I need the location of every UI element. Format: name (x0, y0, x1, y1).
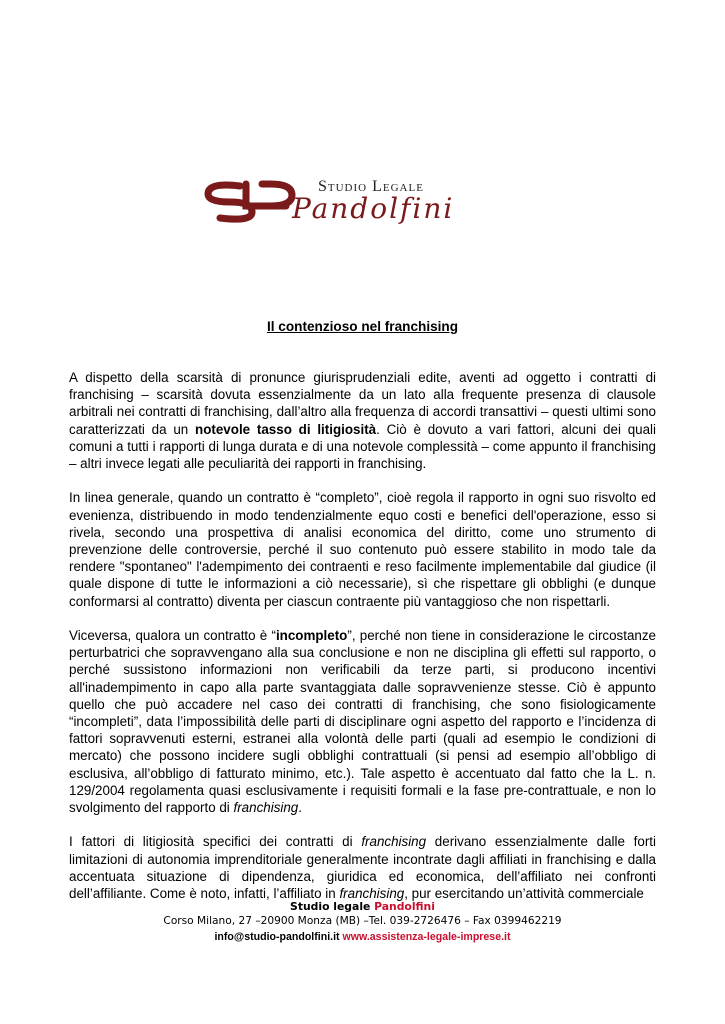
paragraph-4-italic-2: franchising (339, 886, 405, 902)
logo-line1: Studio Legale (318, 178, 424, 195)
footer-contacts (0, 930, 725, 945)
paragraph-1-text-a: A dispetto della scarsità di pronunce giurisprudenziali edite, aventi ad oggetto i contratti di franchising – scarsità dovuta essenzialmente da un lato alla frequente presenza di clausole arbitrali nei contratti di franchising, dall’altro alla frequenza di accordi transattivi – questi ultimi sono caratterizzati da un (69, 370, 656, 437)
paragraph-3-text-c: ”, perché non tiene in considerazione le circostanze perturbatrici che sopravvengano alla sua conclusione e non ne disciplina gli effetti sul rapporto, o perché sussistono informazioni non verificabili da terze parti, si producono incentivi all'inadempimento in capo alla parte svantaggiata dalle sopravvenienze stesse. Ciò è appunto quello che può accadere nel caso dei contratti di franchising, che sono fisiologicamente “incompleti”, data l’impossibilità delle parti di disciplinare ogni aspetto del rapporto e l’incidenza di fattori sopravvenuti esterni, estranei alla volontà delle parti (quali ad esempio le condizioni di mercato) che possono incidere sugli obblighi contrattuali (si pensi ad esempio all’obbligo di esclusiva, all’obbligo di fatturato minimo, etc.). Tale aspetto è accentuato dal fatto che la L. n. 129/2004 regolamenta quasi esclusivamente i requisiti formali e la fase pre-contrattuale, e non lo svolgimento del rapporto di (69, 628, 657, 816)
footer-name-prefix: Studio legale (290, 900, 375, 913)
logo-monogram-icon (208, 184, 292, 219)
document-title: Il contenzioso nel franchising (266, 319, 459, 334)
paragraph-1-text-c: . Ciò è dovuto a vari fattori, alcuni dei quali comuni a tutti i rapporti di lunga durata e di una notevole complessità – come appunto il franchising – altri invece legati alle peculiarità dei rapporti in franchising. (69, 421, 656, 472)
paragraph-3 (69, 627, 656, 816)
studio-logo (200, 172, 520, 228)
paragraph-3-text-e: . (298, 800, 302, 816)
logo-line2: Pandolfini (292, 192, 455, 225)
footer-address: Corso Milano, 27 –20900 Monza (MB) –Tel. 039-2726476 – Fax 0399462219 (163, 915, 562, 928)
paragraph-1 (69, 369, 656, 472)
paragraph-2-text: In linea generale, quando un contratto è “completo”, cioè regola il rapporto in ogni suo risvolto ed evenienza, distribuendo in modo tendenzialmente equo costi e benefici dell'operazione, esso si rivela, secondo una prospettiva di analisi economica del diritto, come uno strumento di prevenzione delle controversie, perché il suo contenuto può essere stabilito in modo tale da rendere "spontaneo" l'adempimento dei contraenti e reso facilmente implementabile dal giudice (il quale dispone di tutte le informazioni a ciò necessarie), sì che rispettare gli obblighi (e dunque conformarsi al contratto) diventa per ciascun contraente più vantaggioso che non rispettarli. (69, 490, 656, 609)
paragraph-4-italic-1: franchising (361, 834, 427, 850)
footer-name-accent: Pandolfini (374, 900, 435, 913)
footer-email-link[interactable]: info@studio-pandolfini.it (214, 930, 340, 943)
paragraph-2 (69, 489, 656, 609)
paragraph-4 (69, 833, 656, 902)
paragraph-3-italic: franchising (233, 800, 299, 816)
paragraph-4-text-a: I fattori di litigiosità specifici dei contratti di (69, 834, 362, 850)
paragraph-1-bold: notevole tasso di litigiosità (195, 421, 377, 437)
footer-website-link[interactable]: www.assistenza-legale-imprese.it (342, 930, 511, 943)
paragraph-4-text-c: derivano essenzialmente dalle forti limitazioni di autonomia imprenditoriale generalmente incontrate dagli affiliati in franchising e dalla accentuata situazione di dipendenza, giuridica ed economica, dell’affiliato nei confronti dell’affiliante. Come è noto, infatti, l’affiliato in (69, 834, 656, 902)
paragraph-3-bold: incompleto (275, 628, 348, 644)
paragraph-3-text-a: Viceversa, qualora un contratto è “ (69, 628, 276, 644)
footer-firm-name (0, 899, 725, 914)
page-footer (0, 899, 725, 945)
paragraph-4-text-e: , pur esercitando un’attività commerciale (404, 886, 644, 902)
document-body (69, 369, 656, 919)
